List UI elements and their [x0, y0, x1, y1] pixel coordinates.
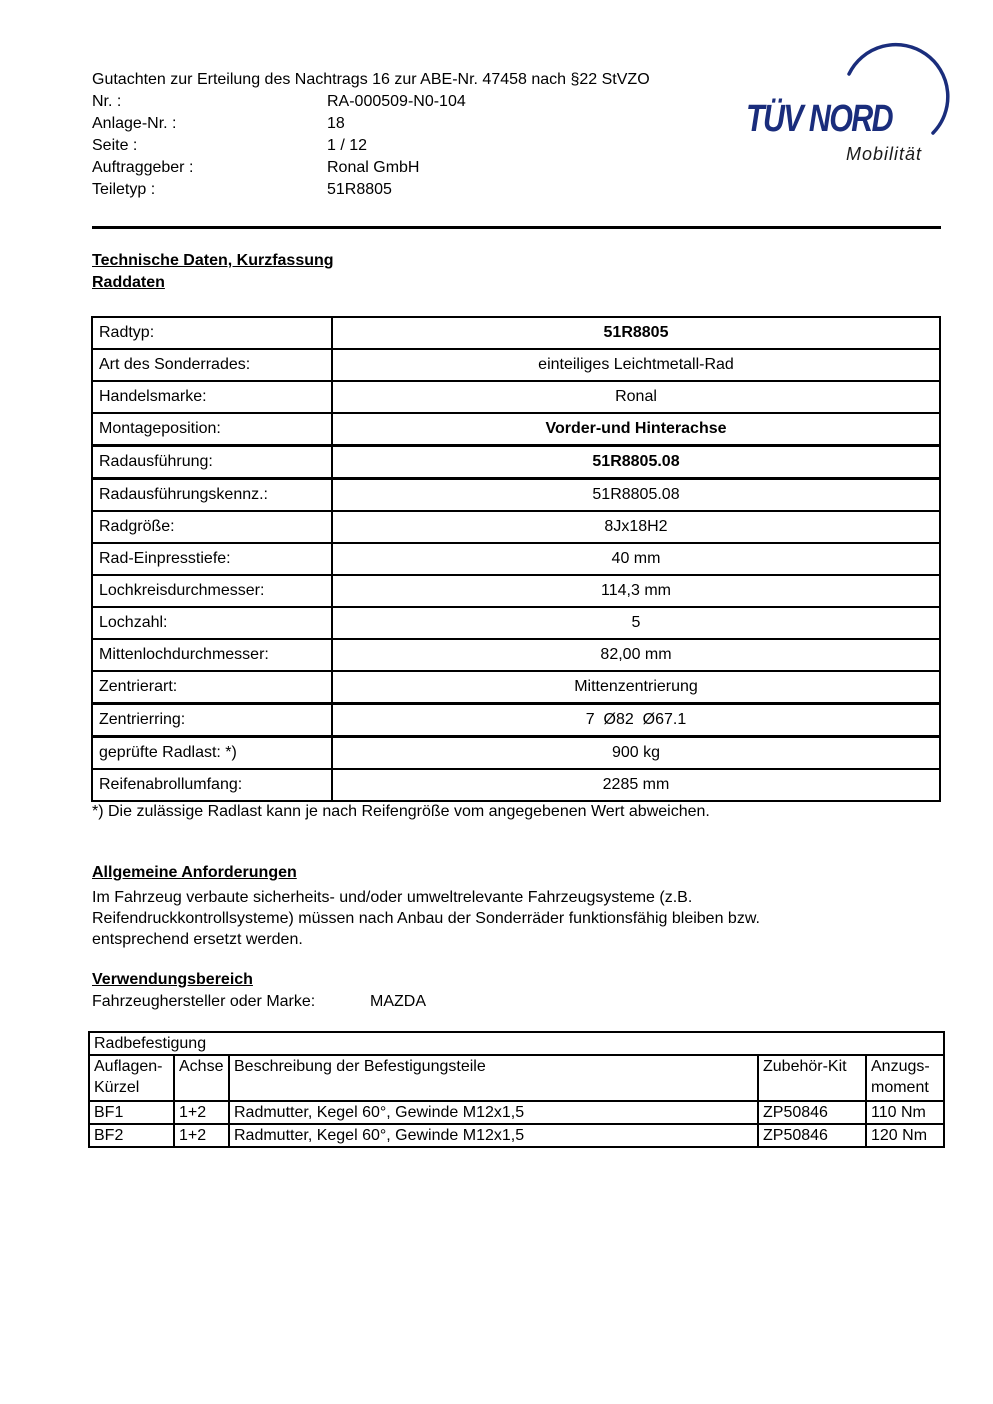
- field-value: RA-000509-N0-104: [327, 93, 466, 110]
- table-header-row: [89, 1055, 944, 1101]
- table-row: [92, 317, 940, 349]
- cell-anzugsmoment: 110 Nm: [866, 1101, 944, 1124]
- field-value: 1 / 12: [327, 137, 368, 154]
- header-field: [92, 157, 650, 179]
- section-heading-technische-daten: Technische Daten, Kurzfassung: [92, 252, 334, 269]
- radbefestigung-table: [88, 1031, 945, 1148]
- header-divider: [92, 226, 941, 229]
- row-value: 51R8805.08: [332, 446, 940, 479]
- cell-beschreibung: Radmutter, Kegel 60°, Gewinde M12x1,5: [229, 1101, 758, 1124]
- verwendungsbereich-section: [92, 969, 426, 1013]
- row-value: 51R8805.08: [332, 479, 940, 512]
- table-title: Radbefestigung: [89, 1032, 944, 1055]
- row-value: 5: [332, 607, 940, 639]
- section-heading-raddaten: Raddaten: [92, 274, 165, 291]
- column-header: Zubehör-Kit: [758, 1055, 866, 1101]
- field-label: Seite :: [92, 137, 138, 154]
- cell-auflagen-kuerzel: BF2: [89, 1124, 174, 1147]
- cell-achse: 1+2: [174, 1124, 229, 1147]
- table-row: [92, 413, 940, 446]
- paragraph-line: entsprechend ersetzt werden.: [92, 931, 303, 948]
- cell-achse: 1+2: [174, 1101, 229, 1124]
- logo-wordmark: TÜV NORD: [746, 98, 892, 140]
- table-row: [92, 704, 940, 737]
- document-header: [92, 69, 650, 201]
- header-field: [92, 135, 650, 157]
- raddaten-table: [91, 316, 941, 802]
- cell-anzugsmoment: 120 Nm: [866, 1124, 944, 1147]
- row-label: Lochzahl:: [92, 607, 332, 639]
- row-label: Radausführung:: [92, 446, 332, 479]
- cell-beschreibung: Radmutter, Kegel 60°, Gewinde M12x1,5: [229, 1124, 758, 1147]
- field-label: Teiletyp :: [92, 181, 156, 198]
- column-header: Beschreibung der Befestigungsteile: [229, 1055, 758, 1101]
- tuv-nord-logo: [735, 34, 963, 174]
- vehicle-make-value: MAZDA: [370, 993, 426, 1010]
- header-field: [92, 91, 650, 113]
- table-row: [92, 479, 940, 512]
- table-row: [92, 381, 940, 413]
- row-label: Lochkreisdurchmesser:: [92, 575, 332, 607]
- cell-zubehoer-kit: ZP50846: [758, 1101, 866, 1124]
- row-label: Radtyp:: [92, 317, 332, 349]
- row-label: Zentrierart:: [92, 671, 332, 704]
- row-label: geprüfte Radlast: *): [92, 737, 332, 770]
- row-value: 8Jx18H2: [332, 511, 940, 543]
- header-field: [92, 113, 650, 135]
- field-value: 18: [327, 115, 345, 132]
- row-value: einteiliges Leichtmetall-Rad: [332, 349, 940, 381]
- column-header: Auflagen-Kürzel: [89, 1055, 174, 1101]
- radlast-footnote: *) Die zulässige Radlast kann je nach Reifengröße vom angegebenen Wert abweichen.: [92, 803, 710, 820]
- row-label: Zentrierring:: [92, 704, 332, 737]
- cell-zubehoer-kit: ZP50846: [758, 1124, 866, 1147]
- table-row: [92, 543, 940, 575]
- table-row: [92, 671, 940, 704]
- row-label: Reifenabrollumfang:: [92, 769, 332, 801]
- document-title: Gutachten zur Erteilung des Nachtrags 16 zur ABE-Nr. 47458 nach §22 StVZO: [92, 71, 650, 88]
- row-value: Ronal: [332, 381, 940, 413]
- row-value: 114,3 mm: [332, 575, 940, 607]
- row-value: 2285 mm: [332, 769, 940, 801]
- row-value: Vorder-und Hinterachse: [332, 413, 940, 446]
- table-row: [92, 575, 940, 607]
- field-value: 51R8805: [327, 181, 392, 198]
- vehicle-make-line: [92, 991, 426, 1013]
- paragraph-line: Im Fahrzeug verbaute sicherheits- und/oder umweltrelevante Fahrzeugsysteme (z.B.: [92, 889, 693, 906]
- row-label: Montageposition:: [92, 413, 332, 446]
- row-value: 82,00 mm: [332, 639, 940, 671]
- allgemeine-anforderungen-section: [92, 862, 760, 950]
- row-value: 900 kg: [332, 737, 940, 770]
- table-row: [92, 511, 940, 543]
- cell-auflagen-kuerzel: BF1: [89, 1101, 174, 1124]
- row-value: Mittenzentrierung: [332, 671, 940, 704]
- table-row: [89, 1101, 944, 1124]
- row-label: Mittenlochdurchmesser:: [92, 639, 332, 671]
- field-label: Anlage-Nr. :: [92, 115, 177, 132]
- table-row: [89, 1124, 944, 1147]
- row-label: Radgröße:: [92, 511, 332, 543]
- row-label: Handelsmarke:: [92, 381, 332, 413]
- table-row: [92, 639, 940, 671]
- column-header: Achse: [174, 1055, 229, 1101]
- allgemeine-anforderungen-text: [92, 887, 760, 950]
- technical-data-headings: [92, 250, 334, 294]
- table-row: [92, 769, 940, 801]
- header-field: [92, 179, 650, 201]
- table-row: [92, 607, 940, 639]
- field-label: Nr. :: [92, 93, 122, 110]
- vehicle-make-label: Fahrzeughersteller oder Marke:: [92, 993, 316, 1010]
- table-row: [92, 349, 940, 381]
- section-heading-allgemeine-anforderungen: Allgemeine Anforderungen: [92, 864, 297, 881]
- logo-division-label: Mobilität: [845, 144, 922, 164]
- field-value: Ronal GmbH: [327, 159, 420, 176]
- row-value: 40 mm: [332, 543, 940, 575]
- row-value: 7 Ø82 Ø67.1: [332, 704, 940, 737]
- column-header: Anzugs-moment: [866, 1055, 944, 1101]
- row-label: Rad-Einpresstiefe:: [92, 543, 332, 575]
- paragraph-line: Reifendruckkontrollsysteme) müssen nach Anbau der Sonderräder funktionsfähig bleiben bzw.: [92, 910, 760, 927]
- row-label: Art des Sonderrades:: [92, 349, 332, 381]
- row-label: Radausführungskennz.:: [92, 479, 332, 512]
- section-heading-verwendungsbereich: Verwendungsbereich: [92, 971, 253, 988]
- table-title-row: [89, 1032, 944, 1055]
- row-value: 51R8805: [332, 317, 940, 349]
- table-row: [92, 446, 940, 479]
- field-label: Auftraggeber :: [92, 159, 194, 176]
- table-row: [92, 737, 940, 770]
